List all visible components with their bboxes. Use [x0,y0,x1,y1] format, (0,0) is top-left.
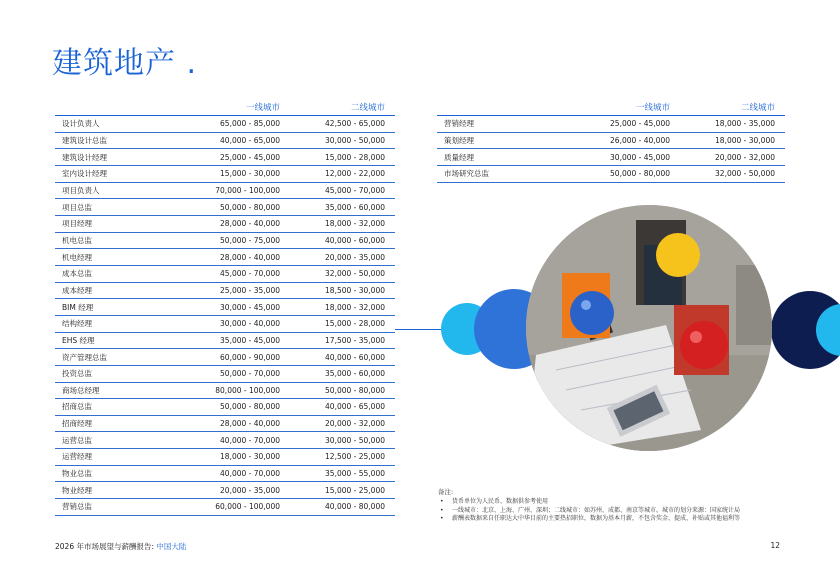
tier1-salary-cell: 28,000 - 40,000 [185,249,290,266]
tier1-salary-cell: 30,000 - 40,000 [185,315,290,332]
role-cell: 室内设计经理 [55,165,185,182]
tier2-salary-cell: 18,000 - 32,000 [290,215,395,232]
role-cell: 市场研究总监 [437,165,575,182]
tier1-salary-cell: 60,000 - 90,000 [185,349,290,366]
tier1-salary-cell: 50,000 - 80,000 [185,399,290,416]
note-item: • 货币单位为人民币，数据供参考使用 [452,498,828,507]
role-cell: 物业经理 [55,482,185,499]
notes-title: 备注: [438,488,454,496]
role-cell: 营销经理 [437,116,575,133]
table-row [55,382,395,399]
role-cell: 商场总经理 [55,382,185,399]
table-row [55,415,395,432]
tier1-salary-cell: 26,000 - 40,000 [575,132,680,149]
table-row [55,482,395,499]
role-cell: 成本经理 [55,282,185,299]
table-row [55,332,395,349]
salary-table-right [437,100,785,183]
table-row [55,265,395,282]
role-cell: 招商总监 [55,399,185,416]
role-cell: 质量经理 [437,149,575,166]
tier2-salary-cell: 35,000 - 55,000 [290,465,395,482]
table-row [437,165,785,182]
notes-section [438,487,828,524]
tier1-salary-cell: 35,000 - 45,000 [185,332,290,349]
table-row [55,165,395,182]
tier1-salary-cell: 80,000 - 100,000 [185,382,290,399]
tier1-salary-cell: 25,000 - 45,000 [185,149,290,166]
tier2-salary-cell: 40,000 - 60,000 [290,232,395,249]
tier2-salary-cell: 18,000 - 30,000 [680,132,785,149]
tier2-salary-cell: 18,000 - 32,000 [290,299,395,316]
tier2-salary-cell: 35,000 - 60,000 [290,199,395,216]
table-header-role [437,100,575,116]
table-row [55,315,395,332]
page-title: 建筑地产 . [52,46,198,81]
tier2-salary-cell: 40,000 - 80,000 [290,499,395,516]
role-cell: 运营总监 [55,432,185,449]
table-row [55,132,395,149]
table-body-right [437,116,785,183]
tier2-salary-cell: 15,000 - 25,000 [290,482,395,499]
role-cell: 结构经理 [55,315,185,332]
tier2-salary-cell: 20,000 - 35,000 [290,249,395,266]
tier1-salary-cell: 18,000 - 30,000 [185,449,290,466]
tier2-salary-cell: 40,000 - 65,000 [290,399,395,416]
table-row [55,282,395,299]
table-header-tier2: 二线城市 [290,100,395,116]
tier2-salary-cell: 15,000 - 28,000 [290,315,395,332]
table-row [55,499,395,516]
role-cell: 项目负责人 [55,182,185,199]
tier2-salary-cell: 42,500 - 65,000 [290,116,395,133]
tier1-salary-cell: 20,000 - 35,000 [185,482,290,499]
table-row [55,432,395,449]
table-row [55,299,395,316]
table-body-left [55,116,395,516]
footer-region: 中国大陆 [156,542,187,551]
role-cell: 策划经理 [437,132,575,149]
tier2-salary-cell: 35,000 - 60,000 [290,365,395,382]
tier2-salary-cell: 18,500 - 30,000 [290,282,395,299]
role-cell: BIM 经理 [55,299,185,316]
tier2-salary-cell: 32,000 - 50,000 [290,265,395,282]
tier2-salary-cell: 12,000 - 22,000 [290,165,395,182]
tier1-salary-cell: 50,000 - 75,000 [185,232,290,249]
table-row [55,182,395,199]
role-cell: EHS 经理 [55,332,185,349]
construction-workers-photo [526,205,772,451]
table-row [55,365,395,382]
tier1-salary-cell: 40,000 - 70,000 [185,465,290,482]
table-row [55,149,395,166]
role-cell: 项目经理 [55,215,185,232]
tier2-salary-cell: 15,000 - 28,000 [290,149,395,166]
tier1-salary-cell: 40,000 - 65,000 [185,132,290,149]
table-row [55,215,395,232]
note-item: • 薪酬表数据来自任职达大中华目前的主要热招职位，数据为基本月薪，不包含奖金、提成、补贴或其他福利等 [452,515,828,524]
table-row [55,449,395,466]
table-row [55,249,395,266]
salary-table-left [55,100,395,516]
table-row [55,232,395,249]
notes-list [438,498,828,524]
table-header-row [437,100,785,116]
tier1-salary-cell: 50,000 - 70,000 [185,365,290,382]
table-header-tier1: 一线城市 [185,100,290,116]
role-cell: 招商经理 [55,415,185,432]
tier1-salary-cell: 28,000 - 40,000 [185,215,290,232]
table-row [55,199,395,216]
table-row [55,399,395,416]
role-cell: 项目总监 [55,199,185,216]
table-header-row [55,100,395,116]
tier2-salary-cell: 20,000 - 32,000 [680,149,785,166]
tier1-salary-cell: 60,000 - 100,000 [185,499,290,516]
tier1-salary-cell: 25,000 - 35,000 [185,282,290,299]
table-row [437,132,785,149]
table-header-role [55,100,185,116]
table-row [55,349,395,366]
tier1-salary-cell: 70,000 - 100,000 [185,182,290,199]
table-row [437,149,785,166]
note-item: • 一线城市：北京、上海、广州、深圳；二线城市：如苏州、成都、南京等城市。城市的划分来源：国家统计局 [452,507,828,516]
tier2-salary-cell: 45,000 - 70,000 [290,182,395,199]
role-cell: 资产管理总监 [55,349,185,366]
footer-report-title: 2026 年市场展望与薪酬报告: [55,542,157,551]
role-cell: 设计负责人 [55,116,185,133]
tier1-salary-cell: 50,000 - 80,000 [575,165,680,182]
role-cell: 投资总监 [55,365,185,382]
role-cell: 营销总监 [55,499,185,516]
tier1-salary-cell: 65,000 - 85,000 [185,116,290,133]
table-row [55,465,395,482]
table-row [55,116,395,133]
role-cell: 物业总监 [55,465,185,482]
tier2-salary-cell: 40,000 - 60,000 [290,349,395,366]
role-cell: 建筑设计经理 [55,149,185,166]
tier2-salary-cell: 30,000 - 50,000 [290,432,395,449]
tier1-salary-cell: 28,000 - 40,000 [185,415,290,432]
tier1-salary-cell: 30,000 - 45,000 [575,149,680,166]
tier1-salary-cell: 40,000 - 70,000 [185,432,290,449]
tier2-salary-cell: 32,000 - 50,000 [680,165,785,182]
tier1-salary-cell: 25,000 - 45,000 [575,116,680,133]
tier2-salary-cell: 50,000 - 80,000 [290,382,395,399]
footer [55,541,186,552]
tier2-salary-cell: 30,000 - 50,000 [290,132,395,149]
role-cell: 机电总监 [55,232,185,249]
tier2-salary-cell: 17,500 - 35,000 [290,332,395,349]
page-number: 12 [770,541,780,550]
role-cell: 运营经理 [55,449,185,466]
tier1-salary-cell: 50,000 - 80,000 [185,199,290,216]
tier2-salary-cell: 18,000 - 35,000 [680,116,785,133]
table-header-tier2: 二线城市 [680,100,785,116]
table-row [437,116,785,133]
role-cell: 机电经理 [55,249,185,266]
tier2-salary-cell: 12,500 - 25,000 [290,449,395,466]
role-cell: 建筑设计总监 [55,132,185,149]
tier1-salary-cell: 30,000 - 45,000 [185,299,290,316]
role-cell: 成本总监 [55,265,185,282]
tier2-salary-cell: 20,000 - 32,000 [290,415,395,432]
table-header-tier1: 一线城市 [575,100,680,116]
tier1-salary-cell: 45,000 - 70,000 [185,265,290,282]
tier1-salary-cell: 15,000 - 30,000 [185,165,290,182]
